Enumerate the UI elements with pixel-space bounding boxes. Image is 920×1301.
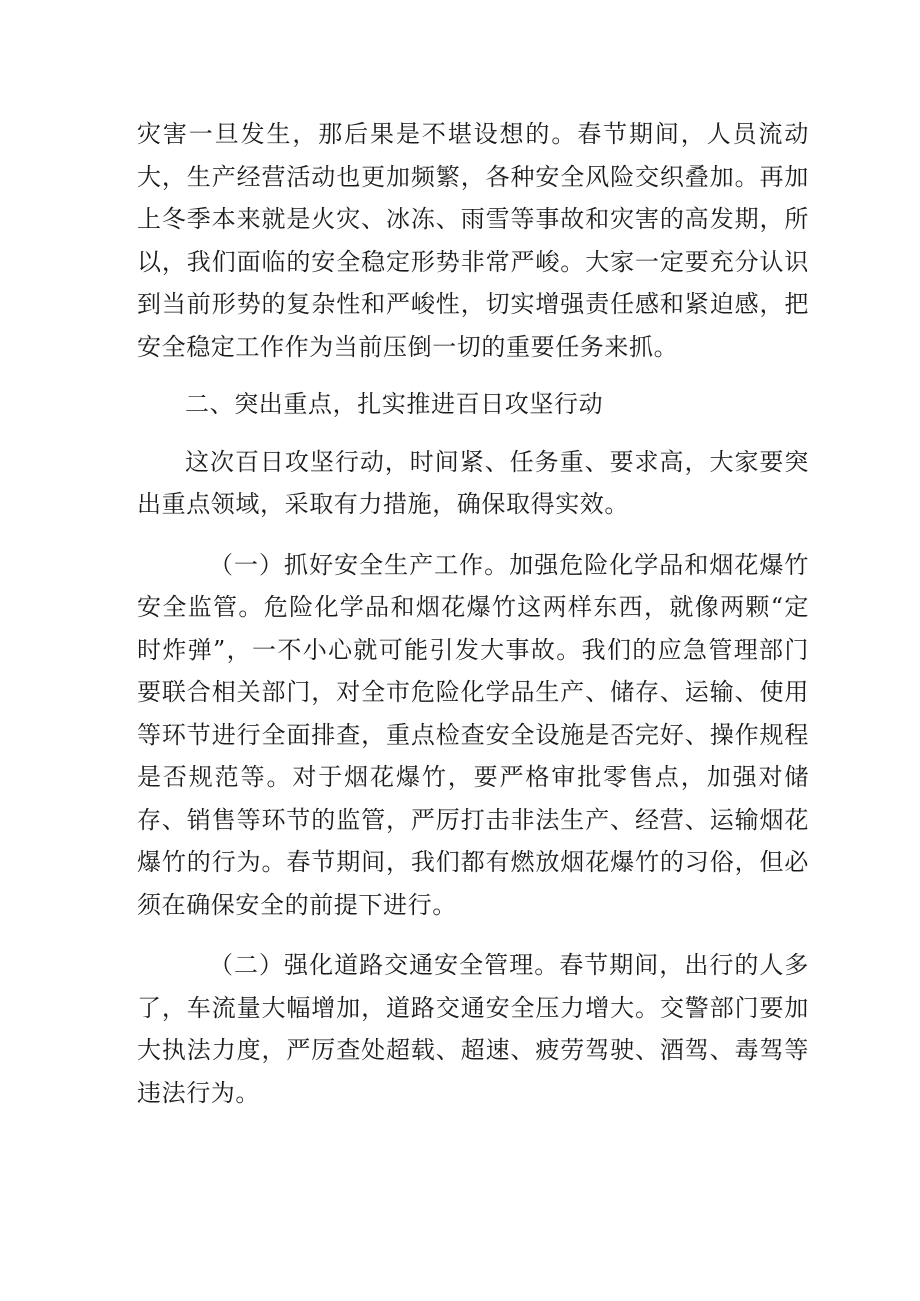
paragraph-item-one: （一）抓好安全生产工作。加强危险化学品和烟花爆竹安全监管。危险化学品和烟花爆竹这两样东西，就像两颗“定时炸弹”，一不小心就可能引发大事故。我们的应急管理部门要联合相关部门，对全市危险化学品生产、储存、运输、使用等环节进行全面排查，重点检查安全设施是否完好、操作规程是否规范等。对于烟花爆竹，要严格审批零售点，加强对储存、销售等环节的监管，严厉打击非法生产、经营、运输烟花爆竹的行为。春节期间，我们都有燃放烟花爆竹的习俗，但必须在确保安全的前提下进行。 <box>137 550 809 919</box>
paragraph-situation: 灾害一旦发生，那后果是不堪设想的。春节期间，人员流动大，生产经营活动也更加频繁，各种安全风险交织叠加。再加上冬季本来就是火灾、冰冻、雨雪等事故和灾害的高发期，所以，我们面临的安全稳定形势非常严峻。大家一定要充分认识到当前形势的复杂性和严峻性，切实增强责任感和紧迫感，把安全稳定工作作为当前压倒一切的重要任务来抓。 <box>137 120 809 361</box>
document-body <box>137 113 809 1114</box>
paragraph-campaign-intro: 这次百日攻坚行动，时间紧、任务重、要求高，大家要突出重点领域，采取有力措施，确保取得实效。 <box>137 447 809 518</box>
section-heading-two: 二、突出重点，扎实推进百日攻坚行动 <box>185 390 604 418</box>
paragraph-item-two: （二）强化道路交通安全管理。春节期间，出行的人多了，车流量大幅增加，道路交通安全压力增大。交警部门要加大执法力度，严厉查处超载、超速、疲劳驾驶、酒驾、毒驾等违法行为。 <box>137 951 809 1107</box>
